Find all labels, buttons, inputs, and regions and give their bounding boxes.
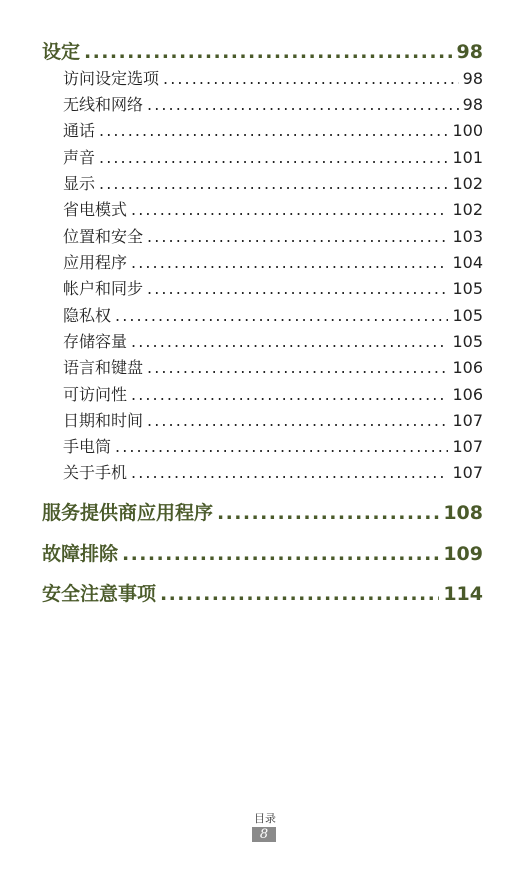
dot-leader <box>160 583 439 605</box>
toc-entry[interactable] <box>63 329 483 351</box>
toc-entry[interactable] <box>63 145 483 167</box>
dot-leader <box>131 200 448 219</box>
toc-entry[interactable] <box>63 408 483 430</box>
toc-section-page: 109 <box>443 543 483 565</box>
toc-entry[interactable] <box>63 303 483 325</box>
dot-leader <box>99 174 448 193</box>
toc-entry-page: 101 <box>452 148 483 167</box>
toc-entry[interactable] <box>63 250 483 272</box>
toc-section-troubleshooting[interactable] <box>42 539 483 565</box>
toc-entry-page: 105 <box>452 306 483 325</box>
toc-section-title: 故障排除 <box>42 543 119 565</box>
toc-entry-page: 106 <box>452 358 483 377</box>
toc-section-page: 108 <box>443 502 483 524</box>
dot-leader <box>131 463 448 482</box>
toc-section-safety[interactable] <box>42 579 483 605</box>
toc-entry-page: 100 <box>452 121 483 140</box>
toc-entry[interactable] <box>63 224 483 246</box>
toc-entry-title: 日期和时间 <box>63 411 144 430</box>
toc-entry-page: 107 <box>452 463 483 482</box>
toc-entry-page: 98 <box>462 95 483 114</box>
dot-leader <box>84 41 453 63</box>
toc-entry-page: 98 <box>462 69 483 88</box>
dot-leader <box>131 385 448 404</box>
toc-entry-page: 105 <box>452 332 483 351</box>
dot-leader <box>99 121 448 140</box>
toc-entry-title: 可访问性 <box>63 385 128 404</box>
toc-entry-title: 无线和网络 <box>63 95 144 114</box>
toc-entry-title: 位置和安全 <box>63 227 144 246</box>
dot-leader <box>147 279 448 298</box>
dot-leader <box>122 543 439 565</box>
dot-leader <box>147 358 448 377</box>
toc-entry[interactable] <box>63 171 483 193</box>
toc-entry-title: 语言和键盘 <box>63 358 144 377</box>
toc-entry[interactable] <box>63 276 483 298</box>
dot-leader <box>131 253 448 272</box>
toc-entry-title: 省电模式 <box>63 200 128 219</box>
toc-entry-title: 存储容量 <box>63 332 128 351</box>
footer-label: 目录 <box>254 812 276 825</box>
toc-section-title: 安全注意事项 <box>42 583 157 605</box>
dot-leader <box>99 148 448 167</box>
toc-entry-page: 105 <box>452 279 483 298</box>
toc-section-title: 设定 <box>42 41 81 63</box>
toc-section-page: 98 <box>456 41 483 63</box>
toc-entry-page: 107 <box>452 411 483 430</box>
dot-leader <box>147 227 448 246</box>
dot-leader <box>147 411 448 430</box>
toc-entry-page: 107 <box>452 437 483 456</box>
toc-entry[interactable] <box>63 355 483 377</box>
toc-section-settings[interactable] <box>42 37 483 63</box>
dot-leader <box>131 332 448 351</box>
toc-entry-title: 手电筒 <box>63 437 112 456</box>
toc-entry-page: 102 <box>452 174 483 193</box>
toc-section-title: 服务提供商应用程序 <box>42 502 214 524</box>
toc-section-provider-apps[interactable] <box>42 498 483 524</box>
dot-leader <box>115 306 448 325</box>
toc-entry-title: 应用程序 <box>63 253 128 272</box>
toc-entry-title: 显示 <box>63 174 96 193</box>
toc-entry-page: 102 <box>452 200 483 219</box>
toc-entry-title: 隐私权 <box>63 306 112 325</box>
toc-entry[interactable] <box>63 434 483 456</box>
toc-entry-title: 通话 <box>63 121 96 140</box>
page-number-badge: 8 <box>252 827 276 842</box>
toc-entry-page: 106 <box>452 385 483 404</box>
toc-entry[interactable] <box>63 118 483 140</box>
dot-leader <box>115 437 448 456</box>
dot-leader <box>147 95 459 114</box>
dot-leader <box>163 69 459 88</box>
toc-entry-page: 104 <box>452 253 483 272</box>
dot-leader <box>217 502 439 524</box>
toc-entry[interactable] <box>63 92 483 114</box>
toc-entry-page: 103 <box>452 227 483 246</box>
toc-entry-title: 声音 <box>63 148 96 167</box>
toc-entry[interactable] <box>63 460 483 482</box>
toc-entry[interactable] <box>63 66 483 88</box>
toc-entry[interactable] <box>63 382 483 404</box>
toc-entry[interactable] <box>63 197 483 219</box>
toc-entry-title: 访问设定选项 <box>63 69 160 88</box>
toc-section-page: 114 <box>443 583 483 605</box>
toc-entry-title: 帐户和同步 <box>63 279 144 298</box>
toc-entry-title: 关于手机 <box>63 463 128 482</box>
